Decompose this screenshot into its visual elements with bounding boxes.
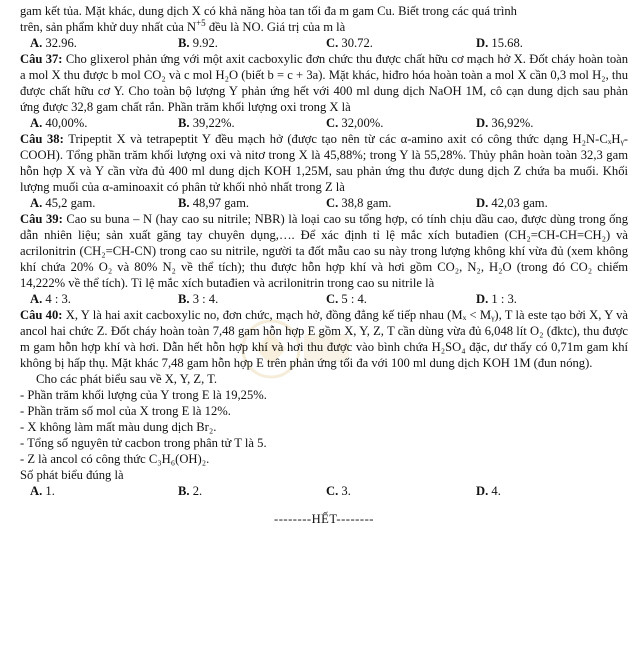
q40-intro: Cho các phát biểu sau về X, Y, Z, T. [36, 372, 218, 386]
q37-option-d[interactable]: D. 36,92%. [476, 116, 534, 130]
q39-question [20, 211, 628, 291]
q38-option-d[interactable]: D. 42,03 gam. [476, 196, 548, 210]
exam-page [20, 3, 628, 527]
q40-option-d[interactable]: D. 4. [476, 484, 501, 498]
q40-statement-1: - Phần trăm khối lượng của Y trong E là 19,25%. [20, 388, 267, 402]
q40-question [20, 307, 628, 371]
q39-option-b[interactable]: B. 3 : 4. [178, 292, 219, 306]
q37-option-a[interactable]: A. 40,00%. [30, 116, 88, 130]
q40-prompt: Số phát biểu đúng là [20, 468, 124, 482]
q40-text: X, Y là hai axit cacboxylic no, đơn chức, mạch hở, đồng đẳng kế tiếp nhau (Mₓ < Mᵧ), T là este tạo bởi X, Y và ancol hai chức Z. Đốt cháy hoàn toàn 7,48 gam hỗn hợp E gồm X, Y, Z, T cần dùng vừa đủ 6,048 lít O₂ (đktc), thu được m gam hỗn hợp khí và hơi. Dẫn hết hỗn hợp khí và hơi thu được vào bình chứa H₂SO₄ đặc, dư thấy có 0,71m gam khí không bị hấp thụ. Mặt khác 7,48 gam hỗn hợp E trên phản ứng tối đa với 100 ml dung dịch KOH 1M (đun nóng). [20, 308, 628, 370]
q36-option-b[interactable]: B. 9.92. [178, 36, 218, 50]
q37-options [30, 115, 628, 131]
q38-option-b[interactable]: B. 48,97 gam. [178, 196, 250, 210]
q38-options [30, 195, 628, 211]
q37-text: Cho glixerol phản ứng với một axit cacboxylic đơn chức thu được chất hữu cơ mạch hở X. Đốt cháy hoàn toàn a mol X thu được b mol CO₂ và c mol H₂O (biết b = c + 3a). Mặt khác, hiđro hóa hoàn toàn a mol X cần 0,3 mol H₂, thu được chất hữu cơ Y. Cho toàn bộ lượng Y phản ứng hết với 400 ml dung dịch NaOH 1M, cô cạn dung dịch sau phản ứng được 32,8 gam chất rắn. Phần trăm khối lượng oxi trong X là [20, 52, 629, 114]
q36-line-2: trên, sản phẩm khử duy nhất của $N^{+5}$ đều là NO. Giá trị của m là [20, 17, 346, 34]
q39-option-a[interactable]: A. 4 : 3. [30, 292, 71, 306]
q40-option-a[interactable]: A. 1. [30, 484, 55, 498]
q37-option-b[interactable]: B. 39,22%. [178, 116, 235, 130]
q38-text: Tripeptit X và tetrapeptit Y đều mạch hở (được tạo nên từ các α-amino axit có công thức dạng H₂N-CₓHᵧ-COOH). Tổng phần trăm khối lượng oxi và nitơ trong X là 45,88%; trong Y là 55,28%. Thủy phân hoàn toàn 32,3 gam hỗn hợp X và Y cần vừa đủ 400 ml dung dịch KOH 1,25M, sau phản ứng thu được dung dịch Z chứa ba muối. Khối lượng muối của α-aminoaxit có phân tử khối nhỏ nhất trong Z là [20, 132, 628, 194]
q38-label: Câu 38: [20, 132, 64, 146]
q40-options [30, 483, 628, 499]
q37-option-c[interactable]: C. 32,00%. [326, 116, 384, 130]
q37-question [20, 51, 628, 115]
q36-option-c[interactable]: C. 30.72. [326, 36, 373, 50]
q38-question [20, 131, 628, 195]
q40-statement-5: - Z là ancol có công thức C₃H₆(OH)₂. [20, 452, 210, 466]
q40-option-c[interactable]: C. 3. [326, 484, 351, 498]
q39-label: Câu 39: [20, 212, 63, 226]
q39-text: Cao su buna – N (hay cao su nitrile; NBR) là loại cao su tổng hợp, có tính chịu dầu cao, được dùng trong ống dẫn nhiên liệu; sản xuất găng tay chuyên dụng,…. Để xác định tỉ lệ mắc xích butađien (CH₂=CH-CH=CH₂) và acrilonitrin (CH₂=CH-CN) trong cao su nitrile, người ta đốt mẫu cao su này trong lượng không khí vừa đủ (xem không khí chứa 20% O₂ và 80% N₂ về thể tích); thu được hỗn hợp khí và hơi gồm CO₂, N₂, H₂O (trong đó CO₂ chiếm 14,222% về thể tích). Tỉ lệ mắc xích butađien và acrilonitrin trong cao su nitrile là [20, 212, 628, 290]
q38-option-a[interactable]: A. 45,2 gam. [30, 196, 96, 210]
q40-statement-3: - X không làm mất màu dung dịch Br₂. [20, 420, 217, 434]
q39-option-d[interactable]: D. 1 : 3. [476, 292, 517, 306]
q39-option-c[interactable]: C. 5 : 4. [326, 292, 367, 306]
q37-label: Câu 37: [20, 52, 63, 66]
q36-options [30, 35, 628, 51]
q36-option-d[interactable]: D. 15.68. [476, 36, 523, 50]
q36-option-a[interactable]: A. 32.96. [30, 36, 77, 50]
q38-option-c[interactable]: C. 38,8 gam. [326, 196, 392, 210]
q40-option-b[interactable]: B. 2. [178, 484, 203, 498]
q39-options [30, 291, 628, 307]
q40-label: Câu 40: [20, 308, 63, 322]
q40-statement-2: - Phần trăm số mol của X trong E là 12%. [20, 404, 231, 418]
end-marker: --------HẾT-------- [274, 512, 374, 526]
q40-statement-4: - Tổng số nguyên tử cacbon trong phân tử T là 5. [20, 436, 267, 450]
q36-line-1: gam kết tủa. Mặt khác, dung dịch X có khả năng hòa tan tối đa m gam Cu. Biết trong các quá trình [20, 4, 517, 18]
